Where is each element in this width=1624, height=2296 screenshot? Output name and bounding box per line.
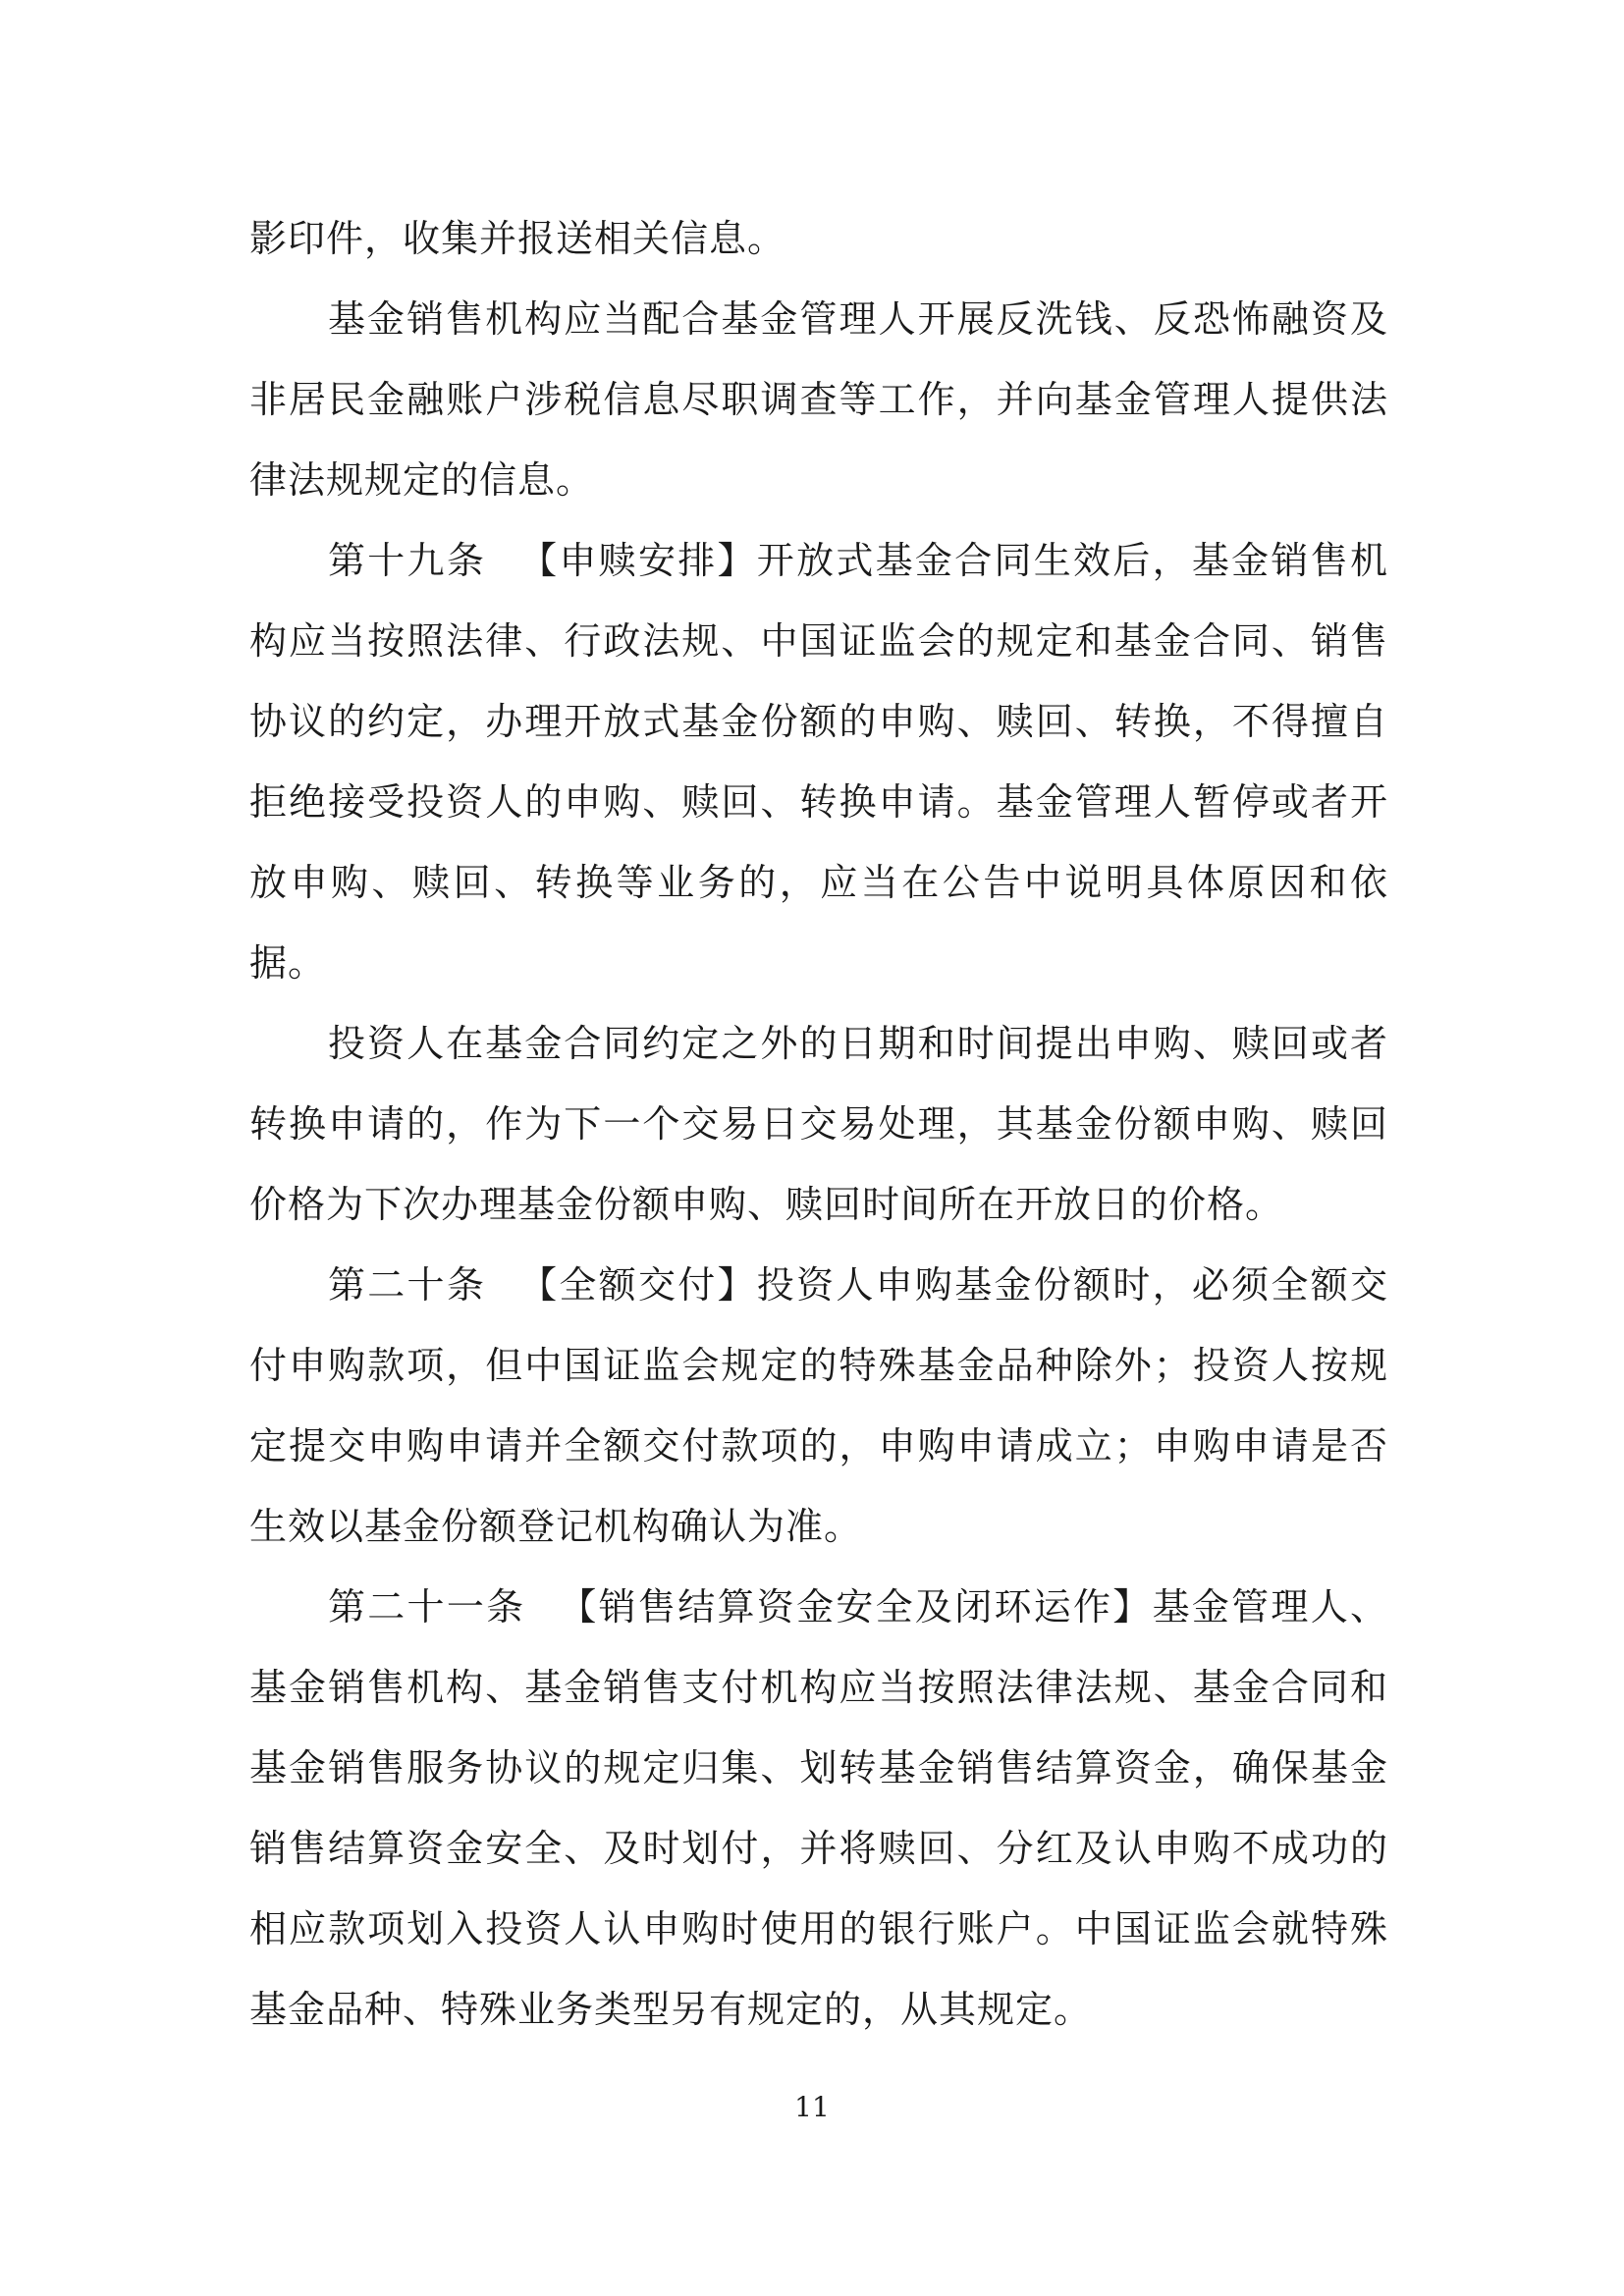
article-20 (249, 1245, 1388, 1567)
paragraph-text: 【全额交付】投资人申购基金份额时，必须全额交付申购款项，但中国证监会规定的特殊基金品种除外；投资人按规定提交申购申请并全额交付款项的，申购申请成立；申购申请是否生效以基金份额登记机构确认为准。 (249, 1263, 1388, 1548)
paragraph-4 (249, 1003, 1388, 1245)
paragraph-text: 影印件，收集并报送相关信息。 (249, 217, 786, 260)
article-number: 第二十条 (328, 1263, 487, 1307)
article-number: 第十九条 (328, 539, 487, 582)
paragraph-text: 【申赎安排】开放式基金合同生效后，基金销售机构应当按照法律、行政法规、中国证监会的规定和基金合同、销售协议的约定，办理开放式基金份额的申购、赎回、转换，不得擅自拒绝接受投资人的申购、赎回、转换申请。基金管理人暂停或者开放申购、赎回、转换等业务的，应当在公告中说明具体原因和依据。 (249, 539, 1388, 985)
article-19 (249, 520, 1388, 1003)
article-21 (249, 1567, 1388, 2050)
paragraph-1 (249, 198, 1388, 279)
document-body (249, 198, 1388, 2050)
paragraph-text: 基金销售机构应当配合基金管理人开展反洗钱、反恐怖融资及非居民金融账户涉税信息尽职调查等工作，并向基金管理人提供法律法规规定的信息。 (249, 297, 1388, 502)
page-number: 11 (794, 2091, 830, 2123)
article-number: 第二十一条 (328, 1585, 526, 1629)
paragraph-text: 投资人在基金合同约定之外的日期和时间提出申购、赎回或者转换申请的，作为下一个交易日交易处理，其基金份额申购、赎回价格为下次办理基金份额申购、赎回时间所在开放日的价格。 (249, 1022, 1388, 1226)
paragraph-2 (249, 279, 1388, 520)
paragraph-text: 【销售结算资金安全及闭环运作】基金管理人、基金销售机构、基金销售支付机构应当按照法律法规、基金合同和基金销售服务协议的规定归集、划转基金销售结算资金，确保基金销售结算资金安全、及时划付，并将赎回、分红及认申购不成功的相应款项划入投资人认申购时使用的银行账户。中国证监会就特殊基金品种、特殊业务类型另有规定的，从其规定。 (249, 1585, 1388, 2031)
